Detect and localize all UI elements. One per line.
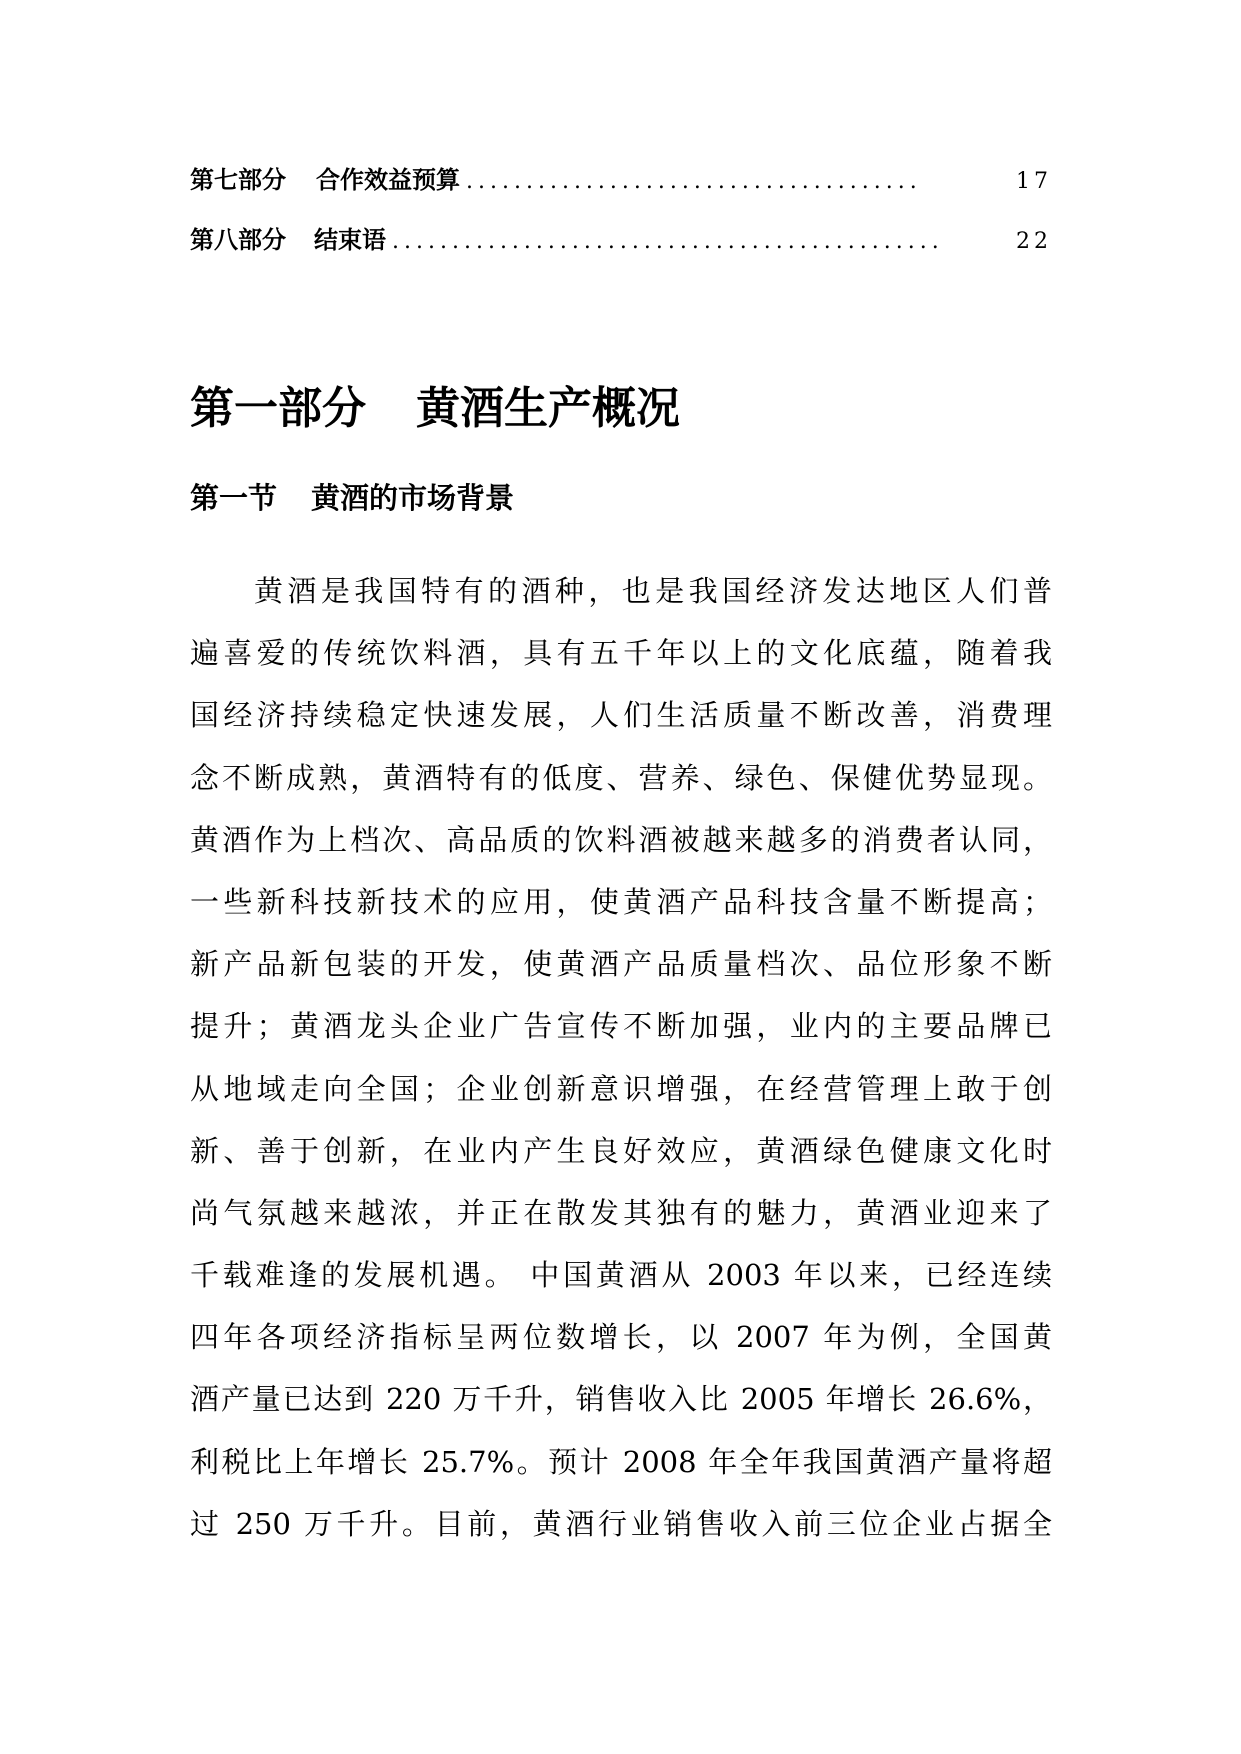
subsection-label: 第一节: [190, 481, 278, 515]
toc-leader-dots: ......................................: [466, 169, 922, 194]
subsection-title: 黄酒的市场背景: [311, 481, 515, 515]
paragraph-line: 从地域走向全国；企业创新意识增强，在经营管理上敢于创: [190, 1071, 1052, 1106]
paragraph-line: 国经济持续稳定快速发展，人们生活质量不断改善，消费理: [190, 698, 1052, 733]
toc-part-label: 第八部分: [190, 226, 286, 254]
toc-page-number: 17: [1016, 169, 1052, 194]
toc-entry-part-7[interactable]: [190, 160, 1052, 220]
paragraph-line: 黄酒是我国特有的酒种，也是我国经济发达地区人们普: [254, 574, 1052, 608]
paragraph-line: 尚气氛越来越浓，并正在散发其独有的魅力，黄酒业迎来了: [190, 1195, 1052, 1230]
paragraph-line: 酒产量已达到 220 万千升，销售收入比 2005 年增长 26.6%，: [190, 1382, 1052, 1417]
paragraph-line: 四年各项经济指标呈两位数增长，以 2007 年为例，全国黄: [190, 1320, 1052, 1355]
paragraph-line: 提升；黄酒龙头企业广告宣传不断加强，业内的主要品牌已: [190, 1009, 1052, 1044]
toc-part-title: 结束语: [314, 226, 386, 254]
subsection-heading: [190, 476, 514, 517]
toc-part-label: 第七部分: [190, 166, 286, 194]
body-paragraph: [190, 560, 1052, 1555]
toc-leader-dots: ..............................................: [392, 229, 944, 254]
paragraph-line: 一些新科技新技术的应用，使黄酒产品科技含量不断提高；: [190, 884, 1052, 919]
paragraph-line: 过 250 万千升。目前，黄酒行业销售收入前三位企业占据全: [190, 1506, 1052, 1541]
toc-entry-part-8[interactable]: [190, 220, 1052, 280]
section-heading: [190, 372, 680, 436]
toc-part-title: 合作效益预算: [316, 166, 460, 194]
table-of-contents: [190, 160, 1052, 280]
section-part-label: 第一部分: [190, 383, 366, 434]
paragraph-line: 新产品新包装的开发，使黄酒产品质量档次、品位形象不断: [190, 947, 1052, 982]
paragraph-line: 念不断成熟，黄酒特有的低度、营养、绿色、保健优势显现。: [190, 760, 1052, 795]
paragraph-line: 利税比上年增长 25.7%。预计 2008 年全年我国黄酒产量将超: [190, 1444, 1052, 1479]
paragraph-line: 千载难逢的发展机遇。 中国黄酒从 2003 年以来，已经连续: [190, 1258, 1052, 1293]
paragraph-line: 新、善于创新，在业内产生良好效应，黄酒绿色健康文化时: [190, 1133, 1052, 1168]
paragraph-line: 黄酒作为上档次、高品质的饮料酒被越来越多的消费者认同，: [190, 822, 1052, 857]
section-part-title: 黄酒生产概况: [416, 383, 680, 434]
toc-page-number: 22: [1016, 229, 1052, 254]
paragraph-line: 遍喜爱的传统饮料酒，具有五千年以上的文化底蕴，随着我: [190, 636, 1052, 671]
